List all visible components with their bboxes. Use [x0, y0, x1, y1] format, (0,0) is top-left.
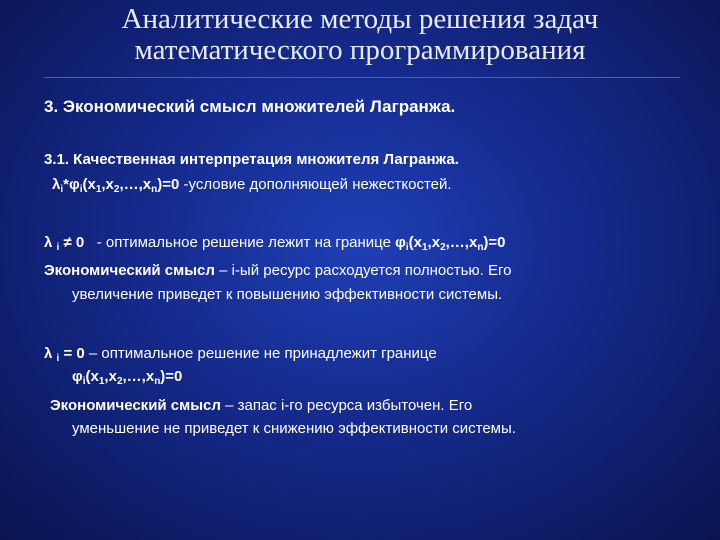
- case-1-boundary-formula: $\varphi_i(x_1,x_2,\dots,x_n)=0$: [395, 234, 506, 253]
- case-2-meaning: [50, 397, 472, 414]
- complementary-slackness-condition: [52, 176, 452, 193]
- case-1-line: [44, 234, 506, 251]
- case-2-formula: λ $_i$ = 0: [44, 345, 85, 364]
- case-2-meaning-text: – запас i-го ресурса избыточен. Его: [225, 397, 473, 414]
- case-2-text: – оптимальное решение не принадлежит границе: [88, 345, 437, 362]
- condition-text: -условие дополняющей нежесткостей.: [183, 176, 452, 193]
- slide-title: [0, 4, 720, 66]
- title-divider: [44, 77, 680, 78]
- case-2-boundary-formula: $\varphi_i(x_1,x_2,\dots,x_n)=0$: [72, 368, 183, 387]
- case-2-line: [44, 345, 437, 362]
- subsection-heading: 3.1. Качественная интерпретация множителя Лагранжа.: [44, 151, 459, 168]
- case-1-text: - оптимальное решение лежит на границе: [96, 234, 391, 251]
- title-line-1: Аналитические методы решения задач: [121, 3, 599, 35]
- case-2-meaning-label: Экономический смысл: [50, 397, 221, 414]
- condition-formula: $\lambda_i*\varphi_i(x_1,x_2,\dots,x_n)=0$: [52, 176, 180, 195]
- case-1-formula: λ $_i$ ≠ 0: [44, 234, 93, 253]
- case-2-meaning-cont: уменьшение не приведет к снижению эффективности системы.: [72, 420, 516, 437]
- case-1-meaning-cont: увеличение приведет к повышению эффективности системы.: [72, 286, 503, 303]
- title-line-2: математического программирования: [134, 34, 586, 66]
- case-1-meaning-text: – i-ый ресурс расходуется полностью. Его: [219, 262, 512, 279]
- section-heading: 3. Экономический смысл множителей Лагранжа.: [44, 97, 456, 116]
- case-1-meaning-label: Экономический смысл: [44, 262, 215, 279]
- case-1-meaning: [44, 262, 512, 279]
- case-2-boundary: [72, 368, 182, 385]
